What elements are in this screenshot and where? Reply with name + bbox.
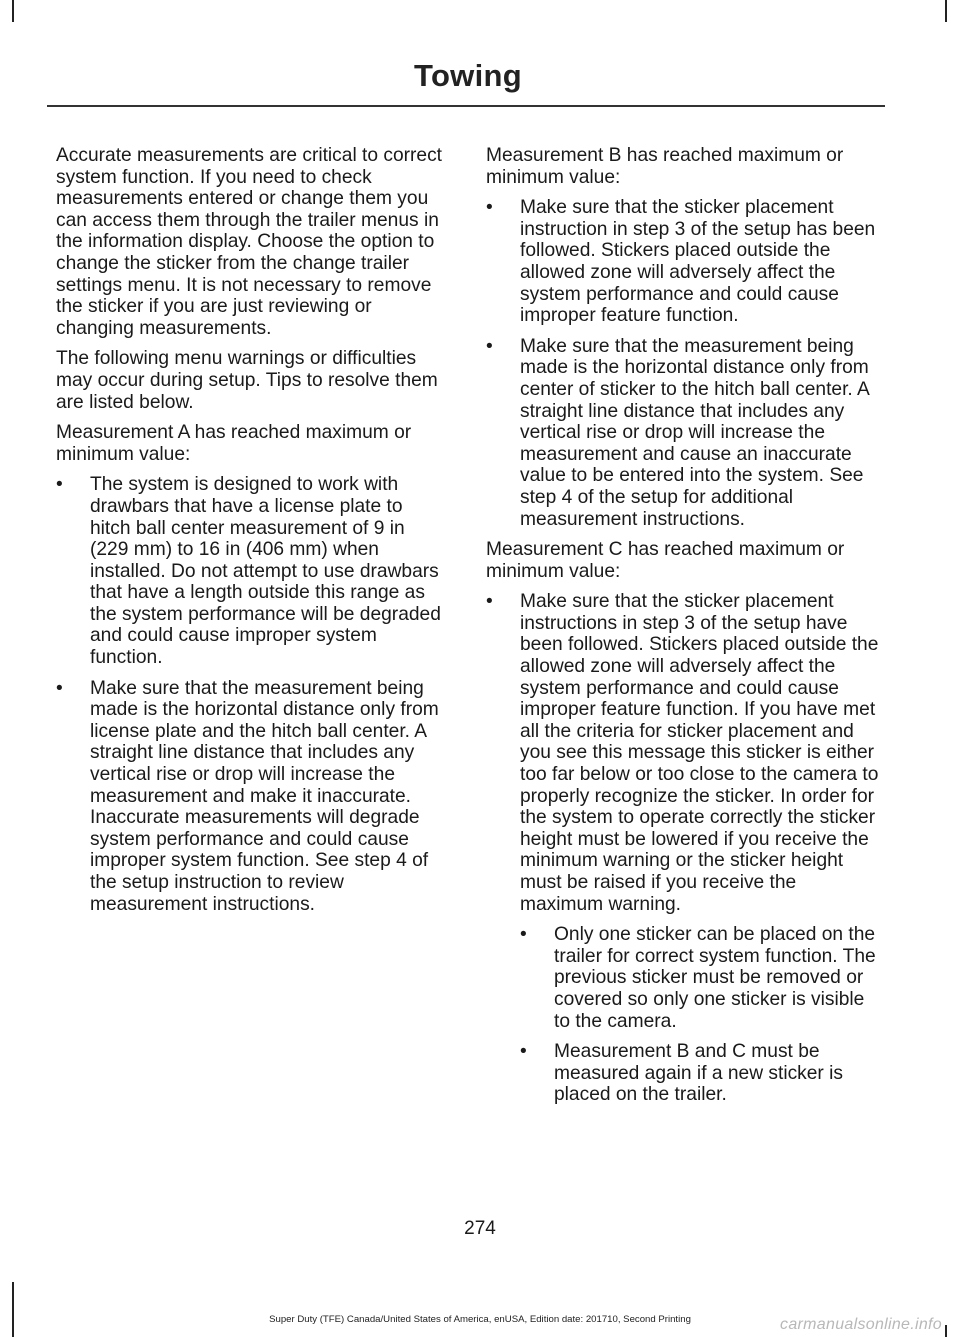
heading-measurement-c: Measurement C has reached maximum or minimum value: [486, 539, 845, 582]
list-item-text: Make sure that the sticker placement instruction in step 3 of the setup has been followed. Stickers placed outside the allowed zone will adversely affect the system performance and could cause improper feature function. [520, 197, 876, 327]
list-item [56, 678, 448, 916]
measurement-b-bullet-list [486, 197, 879, 530]
list-item-text: The system is designed to work with drawbars that have a license plate to hitch ball center measurement of 9 in (229 mm) to 16 in (406 mm) when installed. Do not attempt to use drawbars that have a length outside this range as the system performance will be degraded and could cause improper system function. [90, 474, 441, 669]
crop-mark-bottom-left [12, 1282, 14, 1337]
right-column [486, 145, 879, 1115]
list-item [56, 474, 448, 668]
bullet-icon: • [486, 197, 493, 219]
list-item [486, 924, 879, 1032]
list-item [486, 336, 879, 530]
paragraph-menu-warnings: The following menu warnings or difficulties may occur during setup. Tips to resolve them are listed below. [56, 348, 438, 413]
watermark: carmanualsonline.info [780, 1316, 942, 1333]
bullet-icon: • [486, 591, 493, 613]
bullet-icon: • [56, 677, 63, 699]
list-item-text: Make sure that the measurement being made is the horizontal distance only from license plate and the hitch ball center. A straight line distance that includes any vertical rise or drop will increase the measurement and make it inaccurate. Inaccurate measurements will degrade system performance and could cause improper system function. See step 4 of the setup instruction to review measurement instructions. [90, 677, 439, 915]
list-item-text: Make sure that the measurement being made is the horizontal distance only from center of sticker to the hitch ball center. A straight line distance that includes any vertical rise or drop will increase the measurement and cause an inaccurate value to be entered into the system. See step 4 of the setup for additional measurement instructions. [520, 335, 869, 530]
header-divider [47, 105, 885, 107]
bullet-icon: • [56, 474, 63, 496]
measurement-a-bullet-list [56, 474, 448, 915]
list-item-text: Only one sticker can be placed on the trailer for correct system function. The previous sticker must be removed or covered so only one sticker is visible to the camera. [554, 924, 876, 1032]
crop-mark-top-left [12, 0, 14, 22]
page-number: 274 [464, 1218, 496, 1239]
heading-measurement-b: Measurement B has reached maximum or minimum value: [486, 145, 844, 188]
page-title: Towing [414, 58, 522, 93]
bullet-icon: • [520, 924, 527, 946]
crop-mark-bottom-right [945, 1325, 947, 1337]
heading-measurement-a: Measurement A has reached maximum or minimum value: [56, 422, 412, 465]
footer-edition-info: Super Duty (TFE) Canada/United States of America, enUSA, Edition date: 201710, Second Printing [269, 1314, 691, 1325]
list-item [486, 591, 879, 915]
crop-mark-top-right [945, 0, 947, 22]
paragraph-accurate-measurements: Accurate measurements are critical to correct system function. If you need to check measurements entered or change them you can access them through the trailer menus in the information display. Choose the option to change the sticker from the change trailer settings menu. It is not necessary to remove the sticker if you are just reviewing or changing measurements. [56, 145, 443, 339]
list-item-text: Make sure that the sticker placement instructions in step 3 of the setup have been followed. Stickers placed outside the allowed zone will adversely affect the system performance and could cause improper feature function. If you have met all the criteria for sticker placement and you see this message this sticker is either too far below or too close to the camera to properly recognize the sticker. In order for the system to operate correctly the sticker height must be lowered if you receive the minimum warning or the sticker height must be raised if you receive the maximum warning. [520, 591, 879, 915]
bullet-icon: • [486, 335, 493, 357]
measurement-c-bullet-list [486, 591, 879, 915]
measurement-c-sub-bullet-list [486, 924, 879, 1106]
left-column [56, 145, 448, 924]
bullet-icon: • [520, 1041, 527, 1063]
list-item [486, 1041, 879, 1106]
list-item [486, 197, 879, 327]
list-item-text: Measurement B and C must be measured again if a new sticker is placed on the trailer. [554, 1041, 844, 1106]
